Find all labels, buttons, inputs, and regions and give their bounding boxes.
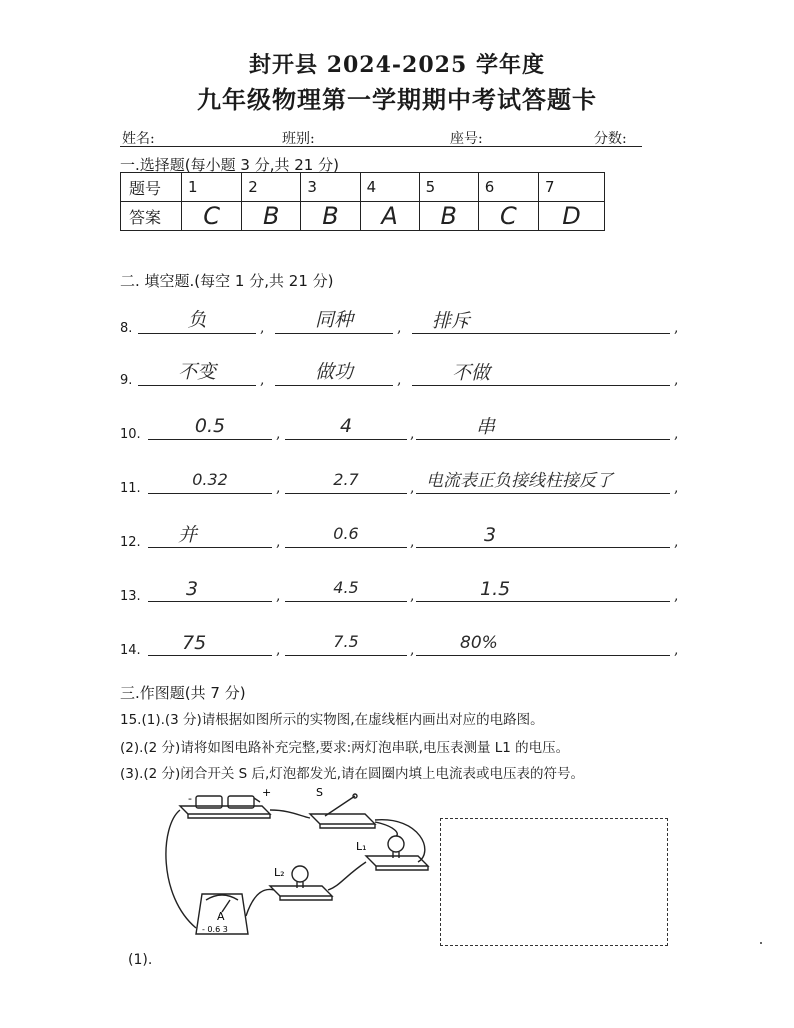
question-number: 12. [120,535,141,550]
name-label: 姓名: [122,131,155,147]
comma: , [674,426,679,442]
comma: , [276,534,281,550]
comma: , [276,480,281,496]
answer-cell: C [478,202,538,231]
answer-blank: 2.7 [285,461,407,494]
comma: , [410,588,415,604]
comma: , [397,320,402,336]
question-15-2: (2).(2 分)请将如图电路补充完整,要求:两灯泡串联,电压表测量 L1 的电压。 [120,740,570,756]
answer-blank: 不变 [138,353,256,386]
battery-terminal [254,798,260,802]
comma: , [410,642,415,658]
comma: , [410,534,415,550]
lamp-l2-board [270,886,332,896]
answer-blank: 电流表正负接线柱接反了 [416,462,670,494]
comma: , [260,372,265,388]
question-number-header: 题号 [121,173,182,202]
wire [246,889,274,916]
question-number-cell: 2 [242,173,301,202]
comma: , [674,642,679,658]
answer-cell: B [419,202,478,231]
fill-row-9 [120,348,680,388]
lamp-l2-label: L₂ [274,866,285,879]
question-number: 9. [120,373,133,388]
answer-cell: B [242,202,301,231]
fill-row-13 [120,564,680,604]
question-number: 11. [120,481,141,496]
answer-blank: 3 [148,570,272,602]
exam-title-line2: 九年级物理第一学期期中考试答题卡 [197,85,597,114]
choice-answer-table [120,172,605,231]
comma: , [397,372,402,388]
question-15-3: (3).(2 分)闭合开关 S 后,灯泡都发光,请在圆圈内填上电流表或电压表的符号。 [120,766,585,782]
wire [375,822,397,836]
answer-blank: 80% [416,624,670,656]
switch-board [310,814,375,824]
ammeter-label: A [217,910,225,923]
switch-lever-icon [325,796,355,816]
question-number-cell: 7 [538,173,604,202]
battery-minus-label: - [188,792,192,805]
question-number: 14. [120,643,141,658]
part-1-label: (1). [128,952,153,968]
answer-blank: 串 [416,408,670,440]
score-label: 分数: [594,131,627,147]
info-underline [120,146,642,147]
class-label: 班别: [282,131,315,147]
question-number-cell: 3 [301,173,360,202]
fill-row-14 [120,618,680,658]
answer-cell: D [538,202,604,231]
section1-heading: 一.选择题(每小题 3 分,共 21 分) [120,156,339,174]
answer-blank: 排斥 [412,302,670,334]
scan-speck [760,942,762,944]
question-number-cell: 4 [360,173,419,202]
answer-cell: B [301,202,360,231]
fill-row-12 [120,510,680,550]
answer-blank: 0.6 [285,515,407,548]
answer-blank: 并 [148,516,272,548]
lamp-l1-bulb-icon [388,836,404,852]
answer-cell: C [182,202,242,231]
question-number: 8. [120,321,133,336]
question-15-1: 15.(1).(3 分)请根据如图所示的实物图,在虚线框内画出对应的电路图。 [120,712,544,728]
fill-row-10 [120,402,680,442]
answer-header: 答案 [121,202,182,231]
answer-blank: 0.32 [148,461,272,494]
comma: , [410,426,415,442]
student-info-row [122,128,642,148]
comma: , [674,534,679,550]
answer-blank: 0.5 [148,407,272,440]
wire [166,810,196,928]
question-number-cell: 6 [478,173,538,202]
section3-heading: 三.作图题(共 7 分) [120,684,246,702]
answer-row [121,202,605,231]
answer-blank: 负 [138,301,256,334]
answer-cell: A [360,202,419,231]
battery-board [180,806,270,814]
switch-label: S [316,786,323,799]
comma: , [410,480,415,496]
question-number-row [121,173,605,202]
question-number: 13. [120,589,141,604]
circuit-drawing-area [440,818,668,946]
comma: , [276,426,281,442]
lamp-l1-label: L₁ [356,840,367,853]
fill-row-8 [120,296,680,336]
answer-blank: 做功 [275,353,393,386]
answer-blank: 不做 [412,354,670,386]
answer-blank: 7.5 [285,623,407,656]
battery-plus-label: + [262,786,272,799]
answer-blank: 4.5 [285,569,407,602]
comma: , [260,320,265,336]
exam-title-line1: 封开县 2024-2025 学年度 [249,52,545,78]
comma: , [674,480,679,496]
seat-label: 座号: [450,131,483,147]
ammeter-dial [206,895,238,900]
comma: , [674,320,679,336]
answer-blank: 1.5 [416,570,670,602]
wire [270,810,310,818]
comma: , [276,588,281,604]
fill-row-11 [120,456,680,496]
wire [328,862,366,890]
section2-heading: 二. 填空题.(每空 1 分,共 21 分) [120,272,334,290]
question-number-cell: 1 [182,173,242,202]
question-number: 10. [120,427,141,442]
circuit-diagram [150,786,440,946]
answer-blank: 4 [285,407,407,440]
comma: , [674,372,679,388]
question-number-cell: 5 [419,173,478,202]
comma: , [674,588,679,604]
answer-blank: 75 [148,624,272,656]
lamp-l2-bulb-icon [292,866,308,882]
answer-blank: 3 [416,516,670,548]
answer-blank: 同种 [275,301,393,334]
comma: , [276,642,281,658]
ammeter-scale-label: - 0.6 3 [202,925,228,934]
